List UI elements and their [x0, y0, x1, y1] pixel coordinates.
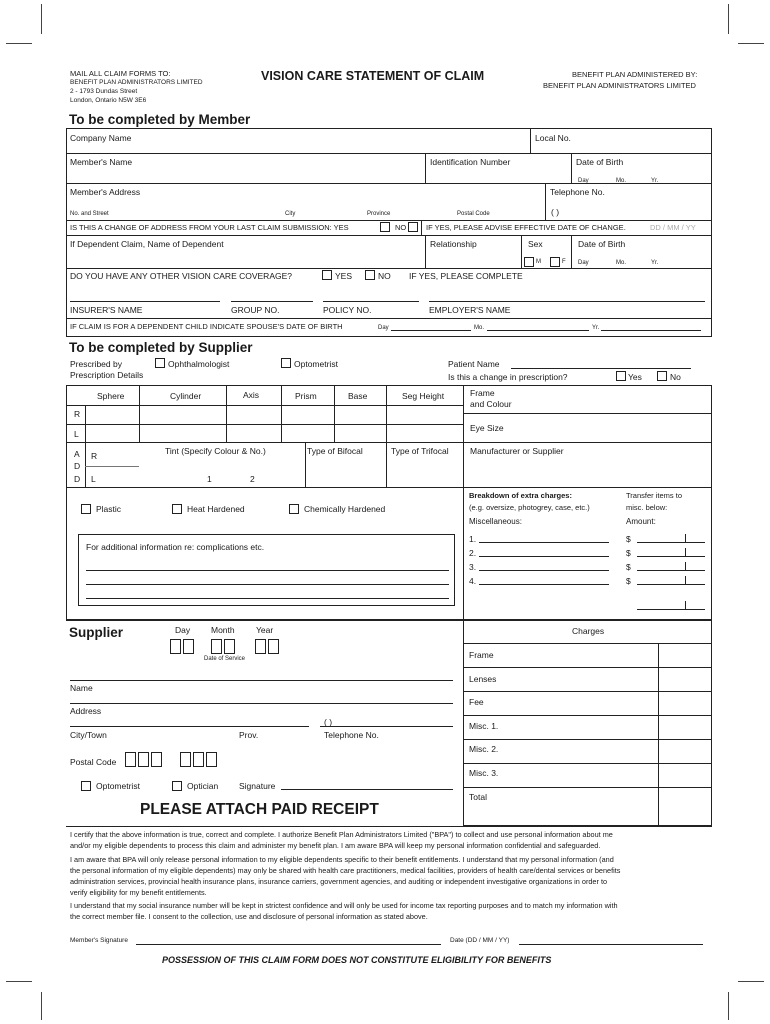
members-address-label: Member's Address: [70, 187, 141, 197]
group-no-label: GROUP NO.: [231, 305, 280, 315]
crop-mark: [41, 4, 42, 34]
service-year-digit[interactable]: [255, 639, 266, 654]
service-year-label: Year: [256, 625, 274, 635]
sphere-header: Sphere: [97, 391, 125, 401]
ophthalmologist-checkbox[interactable]: [155, 358, 165, 368]
other-coverage-no-checkbox[interactable]: [365, 270, 375, 280]
supplier-name-label: Name: [70, 683, 93, 693]
charge-row-frame: Frame: [469, 650, 494, 660]
axis-header: Axis: [243, 390, 260, 400]
misc-amount-line[interactable]: [637, 556, 705, 557]
crop-mark: [728, 4, 729, 34]
amount-label: Amount:: [626, 517, 656, 526]
base-header: Base: [348, 391, 368, 401]
supplier-phone-line[interactable]: [320, 726, 453, 727]
consent-text: the correct member file. I consent to the collection, use and disclosure of personal information as stated above.: [70, 912, 428, 921]
employer-name-label: EMPLOYER'S NAME: [429, 305, 511, 315]
eligibility-disclaimer: POSSESSION OF THIS CLAIM FORM DOES NOT CONSTITUTE ELIGIBILITY FOR BENEFITS: [162, 955, 552, 965]
supplier-address-line[interactable]: [70, 703, 453, 704]
transfer-note-2: misc. below:: [626, 503, 668, 512]
consent-text: I understand that my social insurance number will be kept in strictest confidence and will only be used for income tax reporting purposes and to match my information with: [70, 901, 618, 910]
supplier-heading: Supplier: [69, 625, 124, 640]
date-of-service-label: Date of Service: [204, 656, 246, 662]
heat-hardened-label: Heat Hardened: [187, 504, 245, 514]
supplier-optician-checkbox[interactable]: [172, 781, 182, 791]
plastic-label: Plastic: [96, 504, 122, 514]
change-rx-no-label: No: [670, 372, 681, 382]
dob-month-label: Mo.: [616, 178, 627, 184]
service-day-digit[interactable]: [170, 639, 181, 654]
misc-item-line[interactable]: [479, 584, 609, 585]
prescription-details-label: Prescription Details: [70, 370, 144, 380]
service-month-digit[interactable]: [224, 639, 235, 654]
crop-mark: [41, 992, 42, 1020]
breakdown-title: Breakdown of extra charges:: [469, 491, 572, 500]
supplier-optician-label: Optician: [187, 781, 219, 791]
policy-no-line[interactable]: [323, 301, 419, 302]
sex-female-label: F: [562, 259, 566, 265]
signature-date-label: Date (DD / MM / YY): [450, 937, 510, 944]
change-address-no-checkbox[interactable]: [408, 222, 418, 232]
consent-text: administration services, provincial health insurance plans, insurance carriers, government agencies, and auditing or independent investigative organizations in order to: [70, 877, 608, 886]
supplier-phone-area: ( ): [324, 717, 333, 727]
member-section-heading: To be completed by Member: [69, 112, 251, 127]
misc-amount-line[interactable]: [637, 570, 705, 571]
relationship-label: Relationship: [430, 239, 477, 249]
if-yes-complete-label: IF YES, PLEASE COMPLETE: [409, 271, 523, 281]
dollar-sign: $: [626, 562, 631, 572]
spouse-dob-month-line[interactable]: [487, 330, 589, 331]
charge-row-fee: Fee: [469, 697, 484, 707]
employer-name-line[interactable]: [429, 301, 705, 302]
miscellaneous-label: Miscellaneous:: [469, 517, 522, 526]
id-number-label: Identification Number: [430, 157, 511, 167]
misc-item-line[interactable]: [479, 570, 609, 571]
street-label: No. and Street: [70, 211, 109, 217]
crop-mark: [6, 981, 32, 982]
dollar-sign: $: [626, 548, 631, 558]
dependent-dob-label: Date of Birth: [578, 239, 626, 249]
optometrist-rx-label: Optometrist: [294, 359, 338, 369]
supplier-postal-label: Postal Code: [70, 757, 117, 767]
misc-item-number: 2.: [469, 548, 477, 558]
dob-year-label: Yr.: [651, 178, 659, 184]
plastic-checkbox[interactable]: [81, 504, 91, 514]
change-rx-yes-checkbox[interactable]: [616, 371, 626, 381]
manufacturer-label: Manufacturer or Supplier: [470, 446, 564, 456]
chem-hardened-checkbox[interactable]: [289, 504, 299, 514]
seg-height-header: Seg Height: [402, 391, 445, 401]
spouse-dob-day-label: Day: [378, 325, 389, 331]
insurer-name-line[interactable]: [70, 301, 220, 302]
optometrist-rx-checkbox[interactable]: [281, 358, 291, 368]
supplier-city-line[interactable]: [70, 726, 309, 727]
member-signature-line[interactable]: [136, 944, 441, 945]
city-town-label: City/Town: [70, 730, 107, 740]
dollar-sign: $: [626, 576, 631, 586]
charges-box: [463, 620, 712, 826]
supplier-signature-label: Signature: [239, 781, 276, 791]
postal-code-label: Postal Code: [457, 211, 490, 217]
spouse-dob-year-line[interactable]: [601, 330, 701, 331]
sex-label: Sex: [528, 239, 543, 249]
postal-code-digit[interactable]: [151, 752, 162, 767]
patient-name-label: Patient Name: [448, 359, 500, 369]
chem-hardened-label: Chemically Hardened: [304, 504, 386, 514]
charge-row-misc1: Misc. 1.: [469, 721, 499, 731]
crop-mark: [6, 43, 32, 44]
phone-area-code: ( ): [551, 207, 560, 217]
transfer-note: Transfer items to: [626, 491, 682, 500]
consent-text: the personal information of my eligible dependents) may only be shared with health care practitioners, medical facilities, providers of health care/dental services or benefits: [70, 866, 621, 875]
dob-day-label: Day: [578, 178, 589, 184]
supplier-section-heading: To be completed by Supplier: [69, 340, 253, 355]
consent-text: verify eligibility for my benefit entitlements.: [70, 888, 207, 897]
charge-row-misc3: Misc. 3.: [469, 768, 499, 778]
members-name-label: Member's Name: [70, 157, 133, 167]
supplier-optometrist-checkbox[interactable]: [81, 781, 91, 791]
change-address-yes-checkbox[interactable]: [380, 222, 390, 232]
province-label: Province: [367, 211, 391, 217]
spouse-dob-year-label: Yr.: [592, 325, 600, 331]
supplier-address-label: Address: [70, 706, 102, 716]
misc-item-number: 4.: [469, 576, 477, 586]
effective-date-label: IF YES, PLEASE ADVISE EFFECTIVE DATE OF CHANGE.: [426, 223, 626, 232]
rx-left-eye-label: L: [74, 429, 79, 439]
trifocal-label: Type of Trifocal: [391, 446, 449, 456]
frame-colour-label-2: and Colour: [470, 399, 512, 409]
postal-code-digit[interactable]: [206, 752, 217, 767]
mail-to-title: MAIL ALL CLAIM FORMS TO:: [70, 69, 171, 78]
prov-label: Prov.: [239, 730, 259, 740]
company-name-label: Company Name: [70, 133, 132, 143]
spouse-dob-day-line[interactable]: [391, 330, 471, 331]
charge-row-misc2: Misc. 2.: [469, 744, 499, 754]
admin-label: BENEFIT PLAN ADMINISTERED BY:: [572, 70, 698, 79]
postal-code-digit[interactable]: [125, 752, 136, 767]
cylinder-header: Cylinder: [170, 391, 202, 401]
other-coverage-yes-checkbox[interactable]: [322, 270, 332, 280]
consent-text: I am aware that BPA will only release personal information to my eligible dependents specific to their benefit entitlements. I understand that my personal information (and: [70, 855, 614, 864]
insurer-name-label: INSURER'S NAME: [70, 305, 143, 315]
sex-male-checkbox[interactable]: [524, 257, 534, 267]
additional-info-label: For additional information re: complications etc.: [86, 542, 265, 552]
bifocal-label: Type of Bifocal: [307, 446, 363, 456]
supplier-telephone-label: Telephone No.: [324, 730, 379, 740]
city-label: City: [285, 211, 296, 217]
supplier-optometrist-label: Optometrist: [96, 781, 140, 791]
misc-amount-line[interactable]: [637, 584, 705, 585]
service-day-label: Day: [175, 625, 191, 635]
dollar-sign: $: [626, 534, 631, 544]
signature-date-line[interactable]: [519, 944, 703, 945]
misc-item-number: 1.: [469, 534, 477, 544]
mail-address-line: 2 - 1793 Dundas Street: [70, 88, 138, 95]
eye-size-label: Eye Size: [470, 423, 504, 433]
add-label-d: D: [74, 461, 81, 471]
ophthalmologist-label: Ophthalmologist: [168, 359, 230, 369]
crop-mark: [738, 43, 764, 44]
misc-item-number: 3.: [469, 562, 477, 572]
misc-amount-line[interactable]: [637, 542, 705, 543]
prism-header: Prism: [295, 391, 317, 401]
charge-row-lenses: Lenses: [469, 674, 497, 684]
supplier-name-line[interactable]: [70, 680, 453, 681]
change-address-label: IS THIS A CHANGE OF ADDRESS FROM YOUR LAST CLAIM SUBMISSION: YES: [70, 223, 349, 232]
postal-code-digit[interactable]: [138, 752, 149, 767]
crop-mark: [738, 981, 764, 982]
charge-row-total: Total: [469, 792, 487, 802]
postal-code-digit[interactable]: [193, 752, 204, 767]
service-year-digit[interactable]: [268, 639, 279, 654]
add-right-label: R: [91, 451, 98, 461]
effective-date-format: DD / MM / YY: [650, 223, 696, 232]
dob-label: Date of Birth: [576, 157, 624, 167]
other-coverage-no-label: NO: [378, 271, 391, 281]
admin-name: BENEFIT PLAN ADMINISTRATORS LIMITED: [543, 81, 696, 90]
local-no-label: Local No.: [535, 133, 571, 143]
add-label-a: A: [74, 449, 80, 459]
misc-item-line[interactable]: [479, 556, 609, 557]
group-no-line[interactable]: [231, 301, 313, 302]
charges-title: Charges: [572, 626, 605, 636]
dep-dob-day-label: Day: [578, 260, 589, 266]
policy-no-label: POLICY NO.: [323, 305, 372, 315]
consent-text: and/or my eligible dependents to process this claim and administer my benefit plan. I am aware BPA will keep my personal information confidential and safeguarded.: [70, 841, 601, 850]
add-left-label: L: [91, 474, 96, 484]
tint-label: Tint (Specify Colour & No.): [165, 446, 266, 456]
heat-hardened-checkbox[interactable]: [172, 504, 182, 514]
spouse-dob-month-label: Mo.: [474, 325, 485, 331]
misc-total-line[interactable]: [637, 609, 705, 610]
rx-right-eye-label: R: [74, 409, 81, 419]
consent-text: I certify that the above information is true, correct and complete. I authorize Benefit Plan Administrators Limited ("BPA") to collect and use personal information about me: [70, 830, 613, 839]
spouse-dob-label: IF CLAIM IS FOR A DEPENDENT CHILD INDICATE SPOUSE'S DATE OF BIRTH: [70, 322, 343, 331]
change-address-no-label: NO: [395, 223, 407, 232]
prescribed-by-label: Prescribed by: [70, 359, 122, 369]
member-signature-label: Member's Signature: [70, 937, 128, 944]
mail-address-line: BENEFIT PLAN ADMINISTRATORS LIMITED: [70, 79, 203, 86]
dep-dob-month-label: Mo.: [616, 260, 627, 266]
add-label-d: D: [74, 474, 81, 484]
dependent-name-label: If Dependent Claim, Name of Dependent: [70, 239, 224, 249]
breakdown-example: (e.g. oversize, photogrey, case, etc.): [469, 503, 590, 512]
other-coverage-question: DO YOU HAVE ANY OTHER VISION CARE COVERAGE?: [70, 271, 293, 281]
attach-receipt-notice: PLEASE ATTACH PAID RECEIPT: [140, 801, 379, 818]
service-day-digit[interactable]: [183, 639, 194, 654]
other-coverage-yes-label: YES: [335, 271, 353, 281]
service-month-digit[interactable]: [211, 639, 222, 654]
crop-mark: [728, 992, 729, 1020]
postal-code-digit[interactable]: [180, 752, 191, 767]
change-rx-no-checkbox[interactable]: [657, 371, 667, 381]
tint-number: 1: [207, 474, 212, 484]
dep-dob-year-label: Yr.: [651, 260, 659, 266]
sex-male-label: M: [536, 259, 541, 265]
change-rx-yes-label: Yes: [628, 372, 642, 382]
change-rx-question: Is this a change in prescription?: [448, 372, 568, 382]
supplier-signature-line[interactable]: [281, 789, 453, 790]
frame-colour-label: Frame: [470, 388, 495, 398]
patient-name-line[interactable]: [511, 368, 691, 369]
mail-address-line: London, Ontario N5W 3E6: [70, 97, 147, 104]
misc-item-line[interactable]: [479, 542, 609, 543]
form-title: VISION CARE STATEMENT OF CLAIM: [261, 69, 485, 83]
tint-number: 2: [250, 474, 255, 484]
sex-female-checkbox[interactable]: [550, 257, 560, 267]
service-month-label: Month: [211, 625, 235, 635]
telephone-label: Telephone No.: [550, 187, 605, 197]
